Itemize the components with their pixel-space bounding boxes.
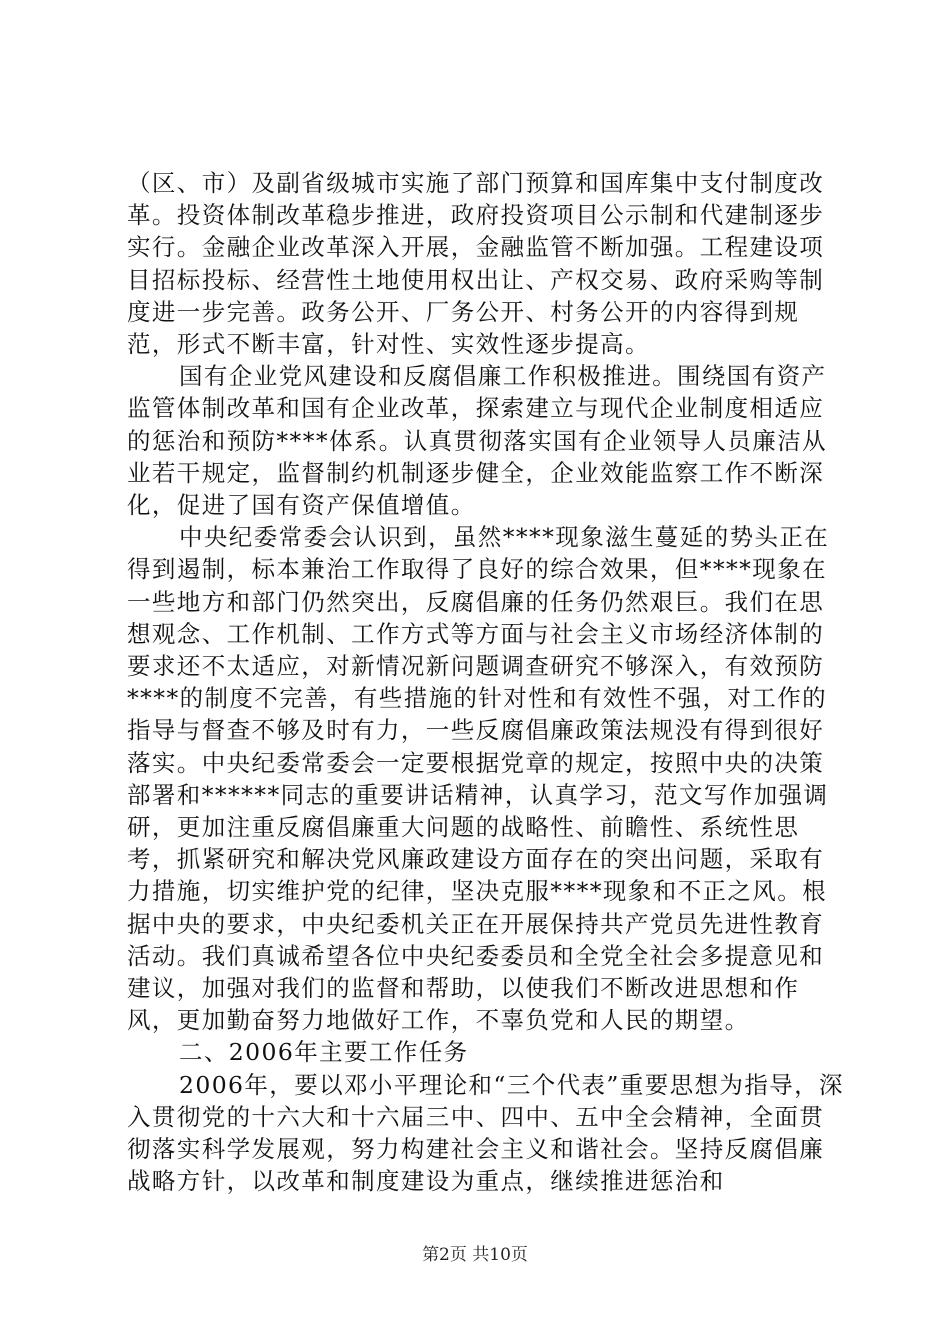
paragraph-2: 国有企业党风建设和反腐倡廉工作积极推进。围绕国有资产监管体制改革和国有企业改革，探索建立与现代企业制度相适应的惩治和预防****体系。认真贯彻落实国有企业领导人员廉洁从业若干规定，监督制约机制逐步健全，企业效能监察工作不断深化，促进了国有资产保值增值。 [127,362,827,520]
paragraph-1: （区、市）及副省级城市实施了部门预算和国库集中支付制度改革。投资体制改革稳步推进，政府投资项目公示制和代建制逐步实行。金融企业改革深入开展，金融监管不断加强。工程建设项目招标投标、经营性土地使用权出让、产权交易、政府采购等制度进一步完善。政务公开、厂务公开、村务公开的内容得到规范，形式不断丰富，针对性、实效性逐步提高。 [127,169,825,359]
paragraph-4: 2006年，要以邓小平理论和“三个代表”重要思想为指导，深入贯彻党的十六大和十六届三中、四中、五中全会精神，全面贯彻落实科学发展观，努力构建社会主义和谐社会。坚持反腐倡廉战略方针，以改革和制度建设为重点，继续推进惩治和 [127,1070,844,1196]
page-number-footer: 第2页 共10页 [422,1245,528,1265]
document-body [127,167,847,1198]
paragraph-3: 中央纪委常委会认识到，虽然****现象滋生蔓延的势头正在得到遏制，标本兼治工作取得了良好的综合效果，但****现象在一些地方和部门仍然突出，反腐倡廉的任务仍然艰巨。我们在思想观念、工作机制、工作方式等方面与社会主义市场经济体制的要求还不太适应，对新情况新问题调查研究不够深入，有效预防****的制度不完善，有些措施的针对性和有效性不强，对工作的指导与督查不够及时有力，一些反腐倡廉政策法规没有得到很好落实。中央纪委常委会一定要根据党章的规定，按照中央的决策部署和******同志的重要讲话精神，认真学习，范文写作加强调研，更加注重反腐倡廉重大问题的战略性、前瞻性、系统性思考，抓紧研究和解决党风廉政建设方面存在的突出问题，采取有力措施，切实维护党的纪律，坚决克服****现象和不正之风。根据中央的要求，中央纪委机关正在开展保持共产党员先进性教育活动。我们真诚希望各位中央纪委委员和全党全社会多提意见和建议，加强对我们的监督和帮助，以使我们不断改进思想和作风，更加勤奋努力地做好工作，不辜负党和人民的期望。 [127,523,830,1035]
section-heading: 二、2006年主要工作任务 [179,1038,469,1067]
